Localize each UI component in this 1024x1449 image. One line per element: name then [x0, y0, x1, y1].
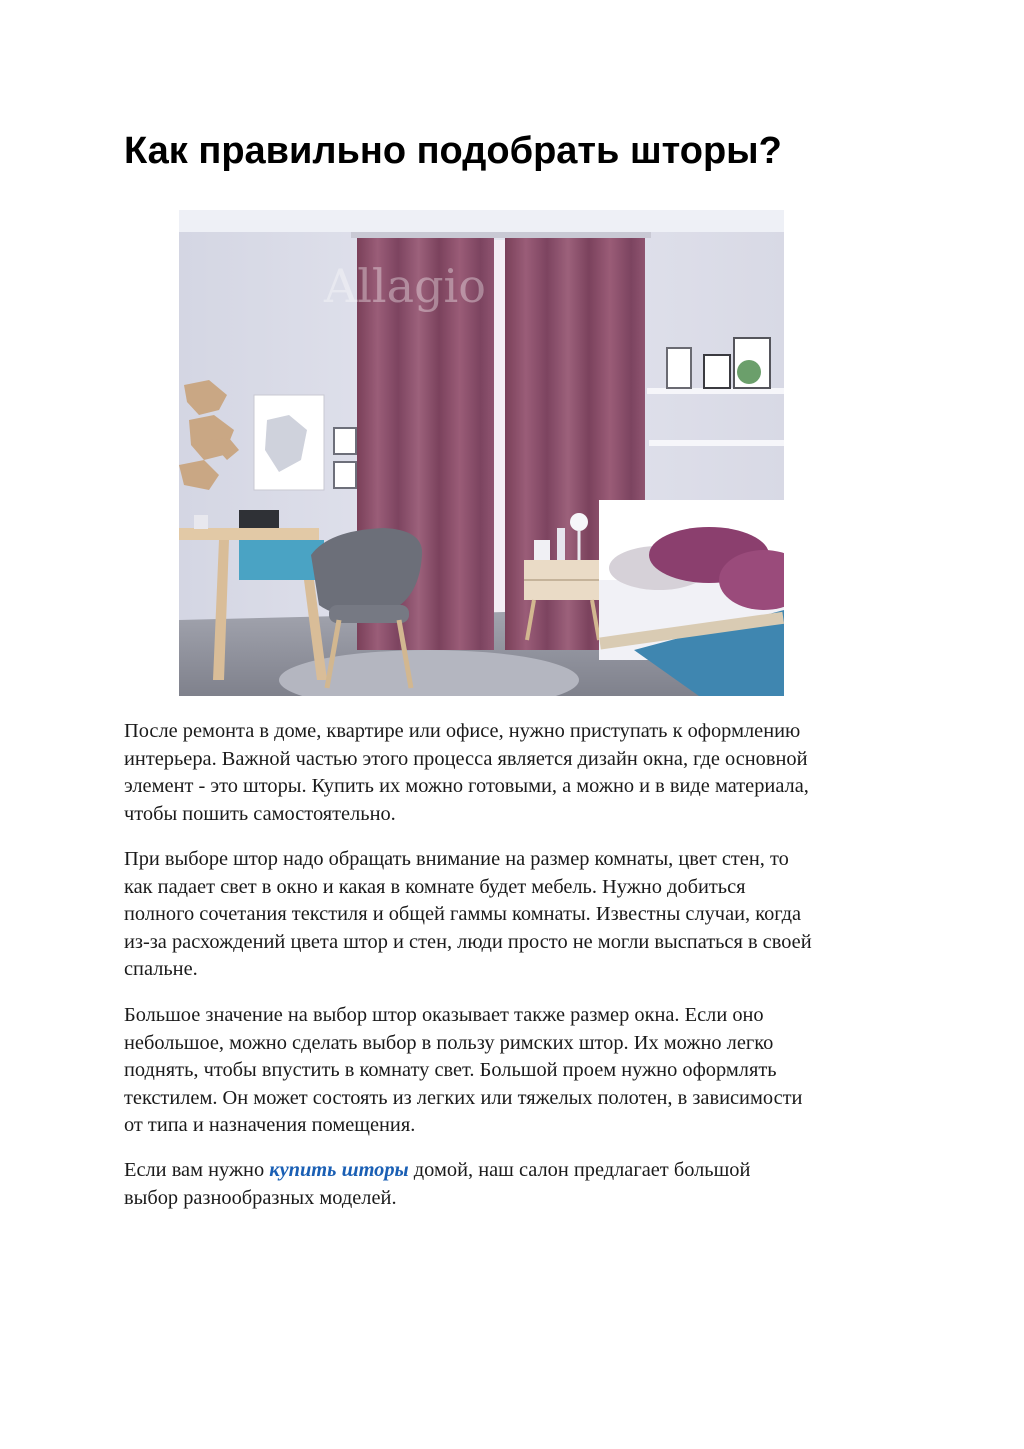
text-line: выбор разнообразных моделей.: [124, 1186, 397, 1209]
text-line: от типа и назначения помещения.: [124, 1114, 416, 1136]
svg-text:Allagio: Allagio: [324, 259, 486, 313]
text-line: После ремонта в доме, квартире или офисе, нужно приступать к оформлению: [124, 720, 801, 742]
text-line: текстилем. Он может состоять из легких или тяжелых полотен, в зависимости: [124, 1086, 803, 1109]
paragraph-3: [124, 1002, 904, 1140]
text-line: спальне.: [124, 958, 198, 980]
text-line: [124, 1157, 904, 1185]
text-line: как падает свет в окно и какая в комнате будет мебель. Нужно добиться: [124, 875, 746, 898]
text-line: чтобы пошить самостоятельно.: [124, 802, 396, 825]
text-line: поднять, чтобы впустить в комнату свет. Большой проем нужно оформлять: [124, 1059, 777, 1081]
text-line: Большое значение на выбор штор оказывает также размер окна. Если оно: [124, 1004, 764, 1026]
text-line: небольшое, можно сделать выбор в пользу римских штор. Их можно легко: [124, 1031, 774, 1054]
text-line: При выборе штор надо обращать внимание на размер комнаты, цвет стен, то: [124, 848, 789, 870]
text-line: интерьера. Важной частью этого процесса является дизайн окна, где основной: [124, 747, 808, 770]
bedroom-curtains-photo: [179, 210, 784, 696]
paragraph-2: [124, 846, 904, 984]
paragraph-1: [124, 718, 904, 828]
text-segment: Если вам нужно: [124, 1159, 270, 1181]
buy-curtains-link[interactable]: купить шторы: [269, 1159, 409, 1181]
text-segment: домой, наш салон предлагает большой: [408, 1159, 751, 1181]
text-line: из-за расхождений цвета штор и стен, люди просто не могли выспаться в своей: [124, 930, 812, 953]
page-title: Как правильно подобрать шторы?: [124, 130, 782, 172]
text-line: элемент - это шторы. Купить их можно готовыми, а можно и в виде материала,: [124, 775, 809, 797]
paragraph-4: [124, 1157, 904, 1212]
text-line: полного сочетания текстиля и общей гаммы комнаты. Известны случаи, когда: [124, 903, 802, 925]
